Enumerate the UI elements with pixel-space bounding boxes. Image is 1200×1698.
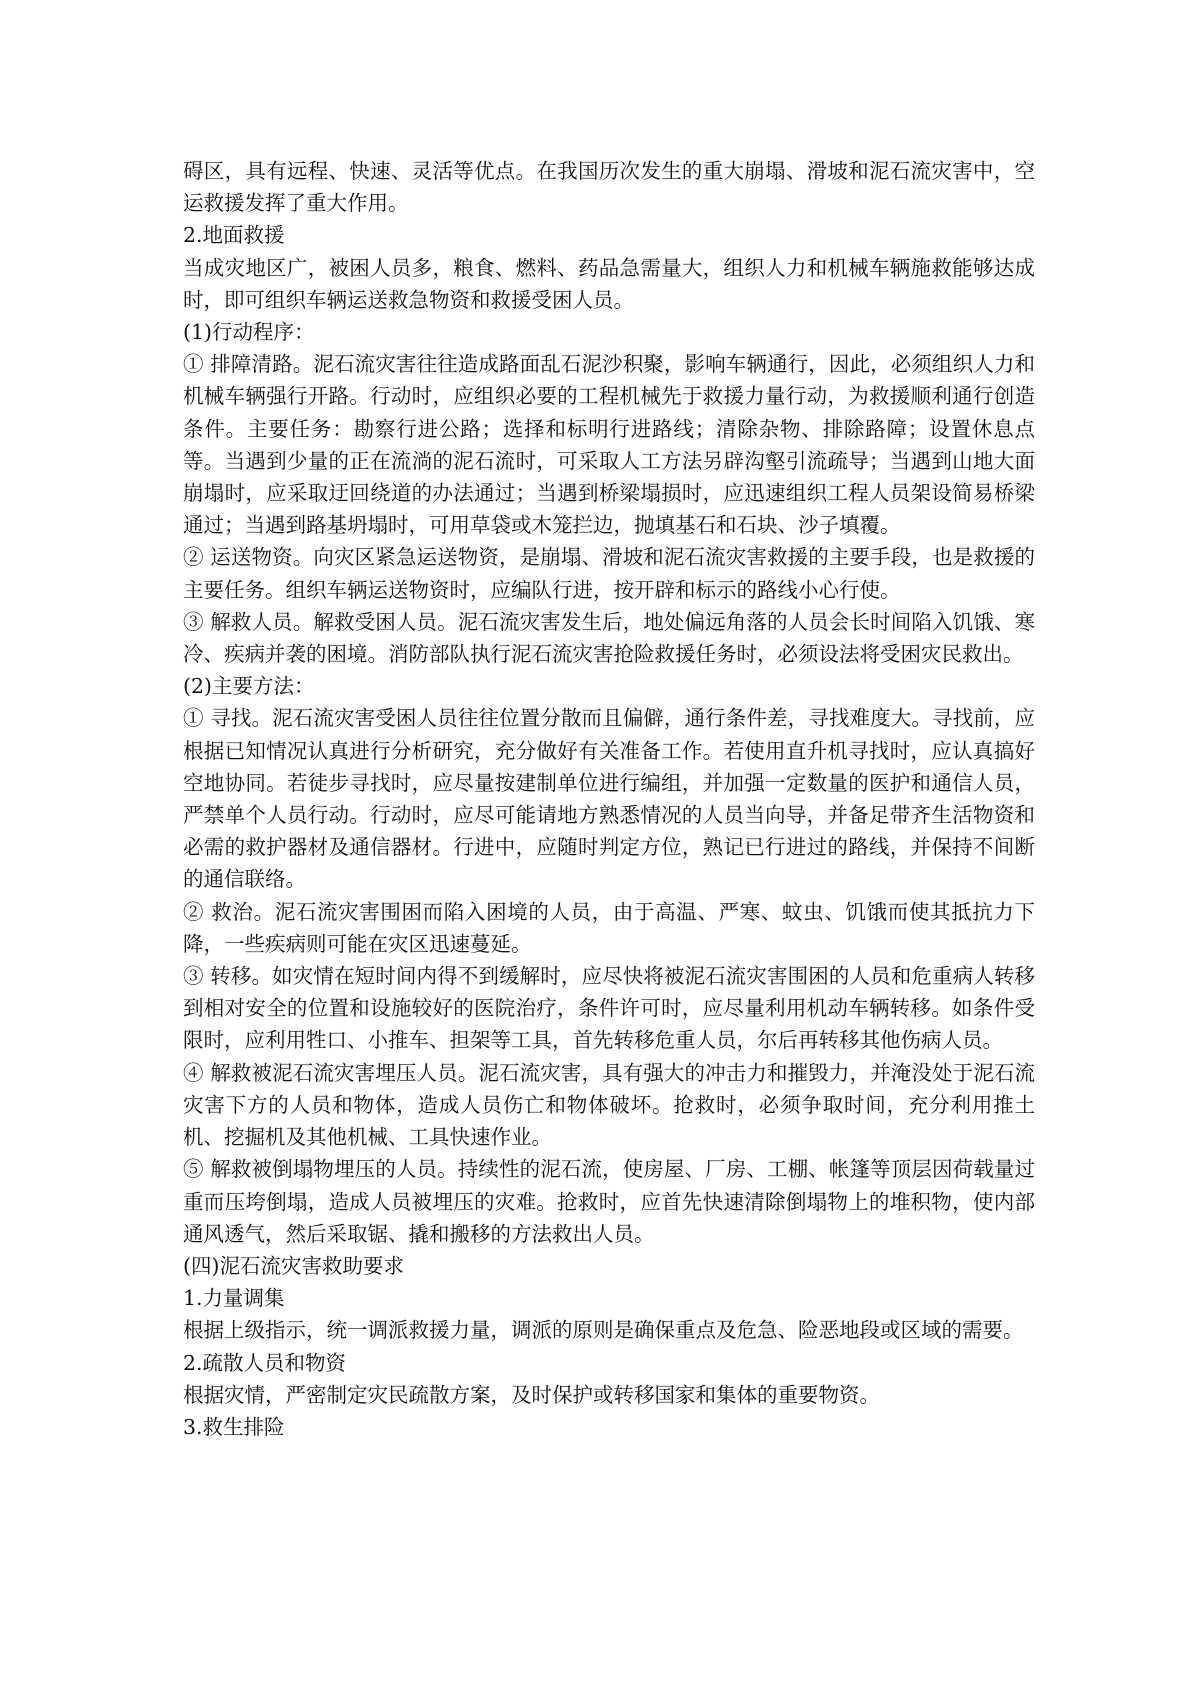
heading-ground-rescue: 2.地面救援	[183, 223, 285, 248]
paragraph-transfer: ③ 转移。如灾情在短时间内得不到缓解时，应尽快将被泥石流灾害围困的人员和危重病人转移到相对安全的位置和设施较好的医院治疗，条件许可时，应尽量利用机动车辆转移。如条件受限时，应利用牲口、小推车、担架等工具，首先转移危重人员，尔后再转移其他伤病人员。	[183, 964, 1035, 1053]
heading-main-methods: (2)主要方法：	[183, 674, 315, 699]
paragraph-rescue-buried-collapse: ⑤ 解救被倒塌物埋压的人员。持续性的泥石流，使房屋、厂房、工棚、帐篷等顶层因荷载量过重而压垮倒塌，造成人员被埋压的灾难。抢救时，应首先快速清除倒塌物上的堆积物，使内部通风透气，然后采取锯、撬和搬移的方法救出人员。	[183, 1157, 1035, 1246]
paragraph-treatment: ② 救治。泥石流灾害围困而陷入困境的人员，由于高温、严寒、蚊虫、饥饿而使其抵抗力下降，一些疾病则可能在灾区迅速蔓延。	[183, 899, 1035, 956]
heading-force-mobilization: 1.力量调集	[183, 1286, 285, 1311]
document-body	[183, 155, 1035, 1443]
paragraph-search: ① 寻找。泥石流灾害受困人员往往位置分散而且偏僻，通行条件差，寻找难度大。寻找前，应根据已知情况认真进行分析研究，充分做好有关准备工作。若使用直升机寻找时，应认真搞好空地协同。若徒步寻找时，应尽量按建制单位进行编组，并加强一定数量的医护和通信人员，严禁单个人员行动。行动时，应尽可能请地方熟悉情况的人员当向导，并备足带齐生活物资和必需的救护器材及通信器材。行进中，应随时判定方位，熟记已行进过的路线，并保持不间断的通信联络。	[183, 706, 1035, 892]
heading-evacuation: 2.疏散人员和物资	[183, 1350, 347, 1375]
paragraph-clear-road: ① 排障清路。泥石流灾害往往造成路面乱石泥沙积聚，影响车辆通行，因此，必须组织人力和机械车辆强行开路。行动时，应组织必要的工程机械先于救援力量行动，为救援顺利通行创造条件。主要任务：勘察行进公路；选择和标明行进路线；清除杂物、排除路障；设置休息点等。当遇到少量的正在流淌的泥石流时，可采取人工方法另辟沟壑引流疏导；当遇到山地大面崩塌时，应采取迂回绕道的办法通过；当遇到桥梁塌损时，应迅速组织工程人员架设简易桥梁通过；当遇到路基坍塌时，可用草袋或木笼拦边，抛填基石和石块、沙子填覆。	[183, 352, 1035, 538]
heading-lifesaving: 3.救生排险	[183, 1414, 285, 1439]
paragraph-evacuation: 根据灾情，严密制定灾民疏散方案，及时保护或转移国家和集体的重要物资。	[183, 1382, 880, 1407]
paragraph-transport-supplies: ② 运送物资。向灾区紧急运送物资，是崩塌、滑坡和泥石流灾害救援的主要手段，也是救援的主要任务。组织车辆运送物资时，应编队行进，按开辟和标示的路线小心行使。	[183, 545, 1035, 602]
paragraph-air-rescue-end: 碍区，具有远程、快速、灵活等优点。在我国历次发生的重大崩塌、滑坡和泥石流灾害中，空运救援发挥了重大作用。	[183, 159, 1035, 216]
heading-action-procedure: (1)行动程序：	[183, 320, 315, 345]
paragraph-rescue-people: ③ 解救人员。解救受困人员。泥石流灾害发生后，地处偏远角落的人员会长时间陷入饥饿、寒冷、疾病并袭的困境。消防部队执行泥石流灾害抢险救援任务时，必须设法将受困灾民救出。	[183, 609, 1035, 667]
paragraph-ground-rescue-intro: 当成灾地区广，被困人员多，粮食、燃料、药品急需量大，组织人力和机械车辆施救能够达成时，即可组织车辆运送救急物资和救援受困人员。	[183, 255, 1035, 312]
heading-rescue-requirements: (四)泥石流灾害救助要求	[183, 1253, 404, 1278]
paragraph-force-mobilization: 根据上级指示，统一调派救援力量，调派的原则是确保重点及危急、险恶地段或区域的需要。	[183, 1318, 1024, 1343]
paragraph-rescue-buried-mudflow: ④ 解救被泥石流灾害埋压人员。泥石流灾害，具有强大的冲击力和摧毁力，并淹没处于泥石流灾害下方的人员和物体，造成人员伤亡和物体破坏。抢救时，必须争取时间，充分利用推土机、挖掘机及其他机械、工具快速作业。	[183, 1060, 1035, 1150]
